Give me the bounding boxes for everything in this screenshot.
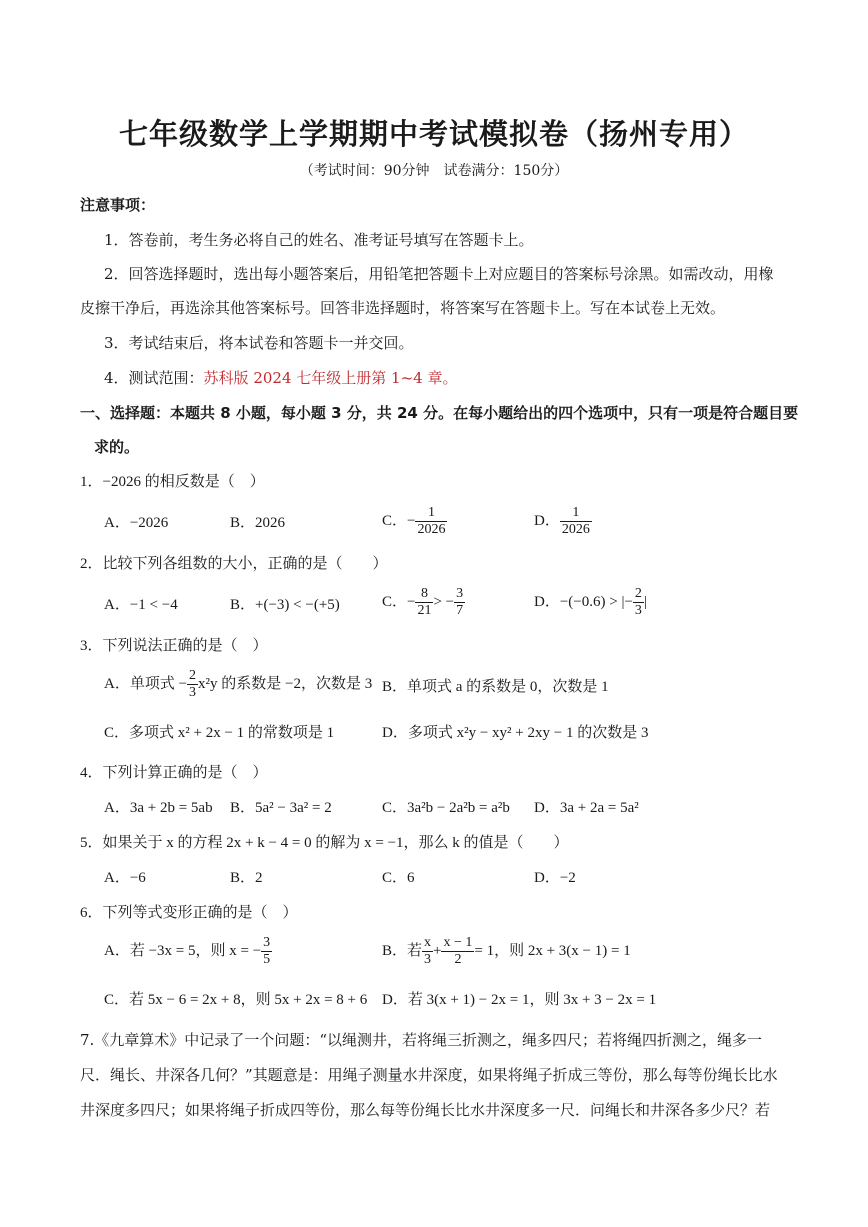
abs-bar: | [643, 593, 647, 610]
q2-option-d-label: D．−(−0.6) > |− [534, 593, 633, 610]
q2-option-c [382, 586, 465, 619]
q6-option-c: C．若 5x − 6 = 2x + 8，则 5x + 2x = 8 + 6 [104, 992, 368, 1008]
q6-option-a [104, 935, 272, 968]
frac-num: 8 [415, 586, 433, 603]
q1-option-c [382, 505, 447, 538]
question-5-stem: 5．如果关于 x 的方程 2x + k − 4 = 0 的解为 x = −1，那么 k 的值是（ ） [80, 835, 569, 851]
q6-option-b-label: B．若 [382, 942, 423, 959]
frac-num: 1 [415, 505, 447, 522]
scope-value: 苏科版 2024 七年级上册第 1~4 章。 [203, 369, 458, 387]
frac-num: 2 [189, 668, 197, 683]
frac-num: x [424, 935, 432, 950]
scope-label: 4．测试范围： [104, 369, 204, 387]
notice-item-4 [104, 368, 457, 388]
q1-option-a: A．−2026 [104, 515, 169, 531]
operator: + [433, 942, 442, 959]
question-2-stem: 2．比较下列各组数的大小，正确的是（ ） [80, 556, 388, 572]
q3-option-a-label: A．单项式 − [104, 675, 188, 692]
q1-option-d-label: D． [534, 512, 560, 529]
q3-option-a-text: x²y 的系数是 −2，次数是 3 [198, 675, 373, 692]
frac-num: 3 [456, 586, 464, 601]
q3-option-d: D．多项式 x²y − xy² + 2xy − 1 的次数是 3 [382, 725, 649, 741]
question-6-stem: 6．下列等式变形正确的是（ ） [80, 905, 298, 921]
q2-option-c-label: C．− [382, 593, 416, 610]
frac-num: 2 [634, 586, 642, 601]
q4-option-a: A．3a + 2b = 5ab [104, 800, 213, 816]
question-1-stem: 1．−2026 的相反数是（ ） [80, 474, 265, 490]
section-heading-cont: 求的。 [94, 438, 140, 456]
q2-option-a: A．−1 < −4 [104, 597, 178, 613]
frac-num: 3 [263, 935, 271, 950]
q5-option-b: B．2 [230, 870, 263, 886]
question-4-stem: 4．下列计算正确的是（ ） [80, 765, 268, 781]
q2-option-b: B．+(−3) < −(+5) [230, 597, 340, 613]
q4-option-c: C．3a²b − 2a²b = a²b [382, 800, 510, 816]
frac-den: 2026 [417, 522, 446, 537]
frac-den: 2 [454, 952, 462, 967]
section-heading: 一、选择题：本题共 8 小题，每小题 3 分，共 24 分。在每小题给出的四个选项中，只有一项是符合题目要 [80, 404, 799, 422]
q6-option-b [382, 935, 631, 968]
frac-den: 21 [417, 603, 432, 618]
frac-num: x − 1 [443, 935, 473, 950]
exam-info: （考试时间：90分钟 试卷满分：150分） [299, 163, 569, 179]
frac-den: 7 [456, 603, 464, 618]
q6-option-a-label: A．若 −3x = 5，则 x = − [104, 942, 262, 959]
page-title: 七年级数学上学期期中考试模拟卷（扬州专用） [118, 117, 749, 151]
question-7-line-3: 井深度多四尺；如果将绳子折成四等份，那么每等份绳长比水井深度多一尺．问绳长和井深各多少尺？若 [80, 1101, 771, 1119]
q5-option-c: C．6 [382, 870, 415, 886]
q4-option-d: D．3a + 2a = 5a² [534, 800, 639, 816]
q3-option-b: B．单项式 a 的系数是 0，次数是 1 [382, 679, 609, 695]
notice-heading: 注意事项： [80, 196, 156, 214]
q1-option-c-label: C．− [382, 512, 416, 529]
frac-den: 3 [189, 685, 197, 700]
q2-option-d [534, 586, 647, 619]
q5-option-a: A．−6 [104, 870, 146, 886]
q3-option-a [104, 668, 372, 701]
notice-item-2: 2．回答选择题时，选出每小题答案后，用铅笔把答题卡上对应题目的答案标号涂黑。如需改动，用橡 [104, 265, 774, 283]
q3-option-c: C．多项式 x² + 2x − 1 的常数项是 1 [104, 725, 335, 741]
notice-item-2-cont: 皮擦干净后，再选涂其他答案标号。回答非选择题时，将答案写在答题卡上。写在本试卷上无效。 [80, 299, 726, 317]
frac-den: 3 [634, 603, 642, 618]
operator: > − [433, 593, 455, 610]
notice-item-3: 3．考试结束后，将本试卷和答题卡一并交回。 [104, 334, 414, 352]
q4-option-b: B．5a² − 3a² = 2 [230, 800, 332, 816]
frac-num: 1 [560, 505, 592, 522]
q5-option-d: D．−2 [534, 870, 576, 886]
q1-option-b: B．2026 [230, 515, 286, 531]
frac-den: 3 [424, 952, 432, 967]
q1-option-d [534, 505, 592, 538]
frac-den: 5 [263, 952, 271, 967]
question-3-stem: 3．下列说法正确的是（ ） [80, 638, 268, 654]
frac-den: 2026 [561, 522, 590, 537]
question-7-line-2: 尺．绳长、井深各几何？”其题意是：用绳子测量水井深度，如果将绳子折成三等份，那么每等份绳长比水 [80, 1066, 778, 1084]
notice-item-1: 1．答卷前，考生务必将自己的姓名、准考证号填写在答题卡上。 [104, 231, 534, 249]
question-7-line-1: 7.《九章算术》中记录了一个问题：“以绳测井，若将绳三折测之，绳多四尺；若将绳四折测之，绳多一 [80, 1031, 762, 1049]
q6-option-d: D．若 3(x + 1) − 2x = 1，则 3x + 3 − 2x = 1 [382, 992, 657, 1008]
q6-option-b-text: = 1，则 2x + 3(x − 1) = 1 [474, 942, 631, 959]
